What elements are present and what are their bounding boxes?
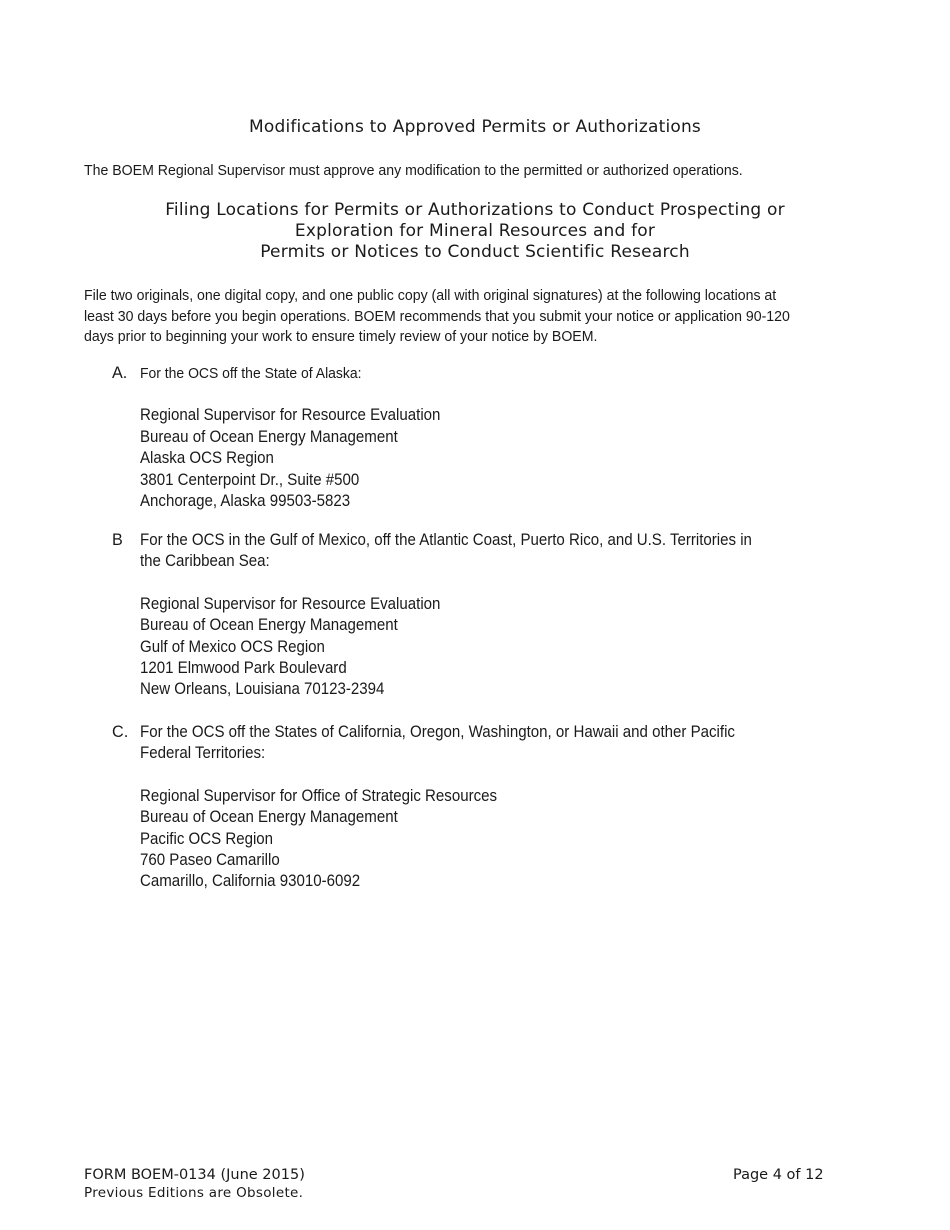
form-id: FORM BOEM-0134 (June 2015) xyxy=(84,1167,305,1183)
paragraph-modifications: The BOEM Regional Supervisor must approve any modification to the permitted or authorized operations. xyxy=(84,162,743,179)
location-intro: For the OCS off the State of Alaska: xyxy=(140,365,362,382)
address-line: New Orleans, Louisiana 70123-2394 xyxy=(140,680,385,699)
footer-form-info xyxy=(84,1166,305,1202)
paragraph-filing-instructions xyxy=(84,286,819,348)
address-line: Regional Supervisor for Resource Evaluation xyxy=(140,406,441,425)
list-letter: A. xyxy=(112,364,128,382)
heading-filing-line: Permits or Notices to Conduct Scientific Research xyxy=(260,242,690,262)
address-block xyxy=(140,594,814,701)
address-line: Bureau of Ocean Energy Management xyxy=(140,616,398,635)
address-line: Alaska OCS Region xyxy=(140,449,274,468)
list-letter: B xyxy=(112,531,123,549)
address-line: Bureau of Ocean Energy Management xyxy=(140,808,398,827)
page-number: Page 4 of 12 xyxy=(733,1167,824,1183)
address-line: Regional Supervisor for Resource Evaluation xyxy=(140,594,441,613)
list-letter: C. xyxy=(112,723,129,741)
editions-note: Previous Editions are Obsolete. xyxy=(84,1185,304,1201)
heading-filing-line: Filing Locations for Permits or Authorizations to Conduct Prospecting or xyxy=(165,200,785,220)
location-intro: the Caribbean Sea: xyxy=(140,552,270,571)
heading-filing-locations xyxy=(84,200,866,263)
address-line: Bureau of Ocean Energy Management xyxy=(140,427,398,446)
address-line: 3801 Centerpoint Dr., Suite #500 xyxy=(140,470,360,489)
heading-filing-line: Exploration for Mineral Resources and for xyxy=(294,221,656,241)
location-intro: Federal Territories: xyxy=(140,744,266,763)
location-intro: For the OCS off the States of California, Oregon, Washington, or Hawaii and other Pacific xyxy=(140,723,735,741)
paragraph-line: File two originals, one digital copy, and one public copy (all with original signatures) at the following locations at xyxy=(84,287,777,304)
location-body xyxy=(140,530,814,701)
paragraph-line: days prior to beginning your work to ensure timely review of your notice by BOEM. xyxy=(84,328,598,345)
address-line: Anchorage, Alaska 99503-5823 xyxy=(140,492,351,511)
address-line: Pacific OCS Region xyxy=(140,829,274,848)
heading-modifications: Modifications to Approved Permits or Authorizations xyxy=(248,117,701,137)
address-line: Regional Supervisor for Office of Strategic Resources xyxy=(140,786,498,805)
location-body xyxy=(140,722,814,893)
address-block xyxy=(140,786,814,893)
paragraph-line: least 30 days before you begin operations. BOEM recommends that you submit your notice or application 90-120 xyxy=(84,307,790,325)
address-block xyxy=(140,405,814,512)
address-line: Camarillo, California 93010-6092 xyxy=(140,872,361,891)
location-intro: For the OCS in the Gulf of Mexico, off the Atlantic Coast, Puerto Rico, and U.S. Territories in xyxy=(140,531,752,549)
address-line: Gulf of Mexico OCS Region xyxy=(140,637,325,656)
location-body xyxy=(140,363,814,512)
address-line: 760 Paseo Camarillo xyxy=(140,851,280,870)
address-line: 1201 Elmwood Park Boulevard xyxy=(140,659,347,678)
